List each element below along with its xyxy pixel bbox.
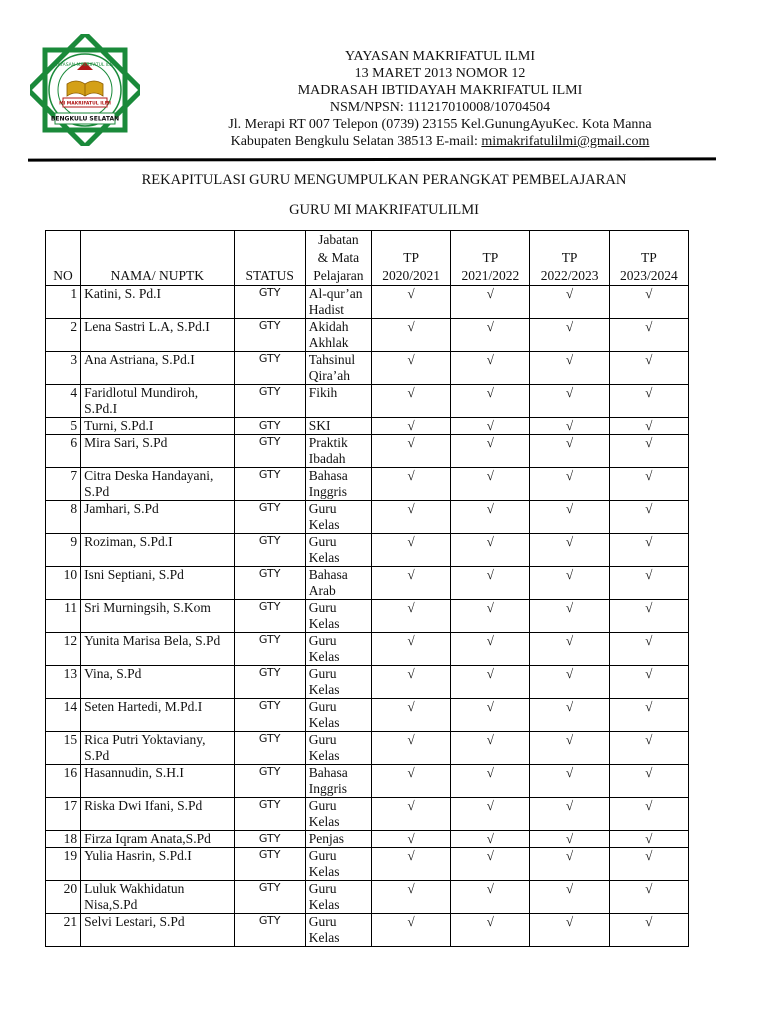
checkmark-icon: √ [609,831,688,848]
checkmark-icon: √ [609,567,688,600]
checkmark-icon: √ [530,732,609,765]
header-tp-2020: TP 2020/2021 [371,231,450,286]
row-number: 14 [46,699,81,732]
subject-cell: Bahasa Inggris [305,765,371,798]
table-row [46,666,689,699]
subject-cell: Guru Kelas [305,699,371,732]
teacher-status: GTY [234,418,305,435]
checkmark-icon: √ [371,567,450,600]
checkmark-icon: √ [530,798,609,831]
table-row [46,501,689,534]
table-row [46,418,689,435]
subject-cell: Guru Kelas [305,501,371,534]
checkmark-icon: √ [530,765,609,798]
checkmark-icon: √ [371,914,450,947]
teacher-name: Yulia Hasrin, S.Pd.I [81,848,234,881]
teacher-status: GTY [234,501,305,534]
checkmark-icon: √ [371,319,450,352]
checkmark-icon: √ [451,848,530,881]
subject-cell: Akidah Akhlak [305,319,371,352]
checkmark-icon: √ [609,418,688,435]
checkmark-icon: √ [530,435,609,468]
checkmark-icon: √ [371,418,450,435]
checkmark-icon: √ [609,666,688,699]
teacher-name: Mira Sari, S.Pd [81,435,234,468]
subject-cell: Guru Kelas [305,534,371,567]
row-number: 11 [46,600,81,633]
checkmark-icon: √ [371,881,450,914]
header-divider [28,157,716,161]
checkmark-icon: √ [371,501,450,534]
checkmark-icon: √ [609,385,688,418]
checkmark-icon: √ [451,633,530,666]
teacher-status: GTY [234,765,305,798]
logo-bottom-text: BENGKULU SELATAN [50,115,120,123]
teacher-status: GTY [234,352,305,385]
checkmark-icon: √ [530,468,609,501]
teacher-name: Katini, S. Pd.I [81,286,234,319]
checkmark-icon: √ [371,352,450,385]
checkmark-icon: √ [609,848,688,881]
checkmark-icon: √ [530,881,609,914]
checkmark-icon: √ [371,765,450,798]
teacher-name: Sri Murningsih, S.Kom [81,600,234,633]
header-tp-2023: TP 2023/2024 [609,231,688,286]
checkmark-icon: √ [451,666,530,699]
table-row [46,831,689,848]
subject-cell: Fikih [305,385,371,418]
school-name: MADRASAH IBTIDAYAH MAKRIFATUL ILMI [297,83,583,98]
checkmark-icon: √ [609,352,688,385]
checkmark-icon: √ [609,286,688,319]
checkmark-icon: √ [609,319,688,352]
school-logo-icon [30,34,140,146]
subject-cell: Bahasa Inggris [305,468,371,501]
row-number: 20 [46,881,81,914]
row-number: 18 [46,831,81,848]
subject-cell: Guru Kelas [305,633,371,666]
teacher-name: Rica Putri Yoktaviany, S.Pd [81,732,234,765]
checkmark-icon: √ [609,881,688,914]
subject-cell: SKI [305,418,371,435]
teacher-status: GTY [234,798,305,831]
checkmark-icon: √ [451,600,530,633]
row-number: 16 [46,765,81,798]
teacher-status: GTY [234,831,305,848]
letterhead [170,48,710,150]
subject-cell: Praktik Ibadah [305,435,371,468]
teacher-name: Riska Dwi Ifani, S.Pd [81,798,234,831]
decree-line: 13 MARET 2013 NOMOR 12 [354,66,526,81]
logo-arc-text: YAYASAN MAKRIFATUL ILMI [55,63,115,68]
checkmark-icon: √ [451,501,530,534]
header-status: STATUS [234,231,305,286]
subject-cell: Bahasa Arab [305,567,371,600]
checkmark-icon: √ [371,699,450,732]
checkmark-icon: √ [451,286,530,319]
checkmark-icon: √ [530,848,609,881]
teacher-name: Hasannudin, S.H.I [81,765,234,798]
checkmark-icon: √ [451,534,530,567]
table-row [46,286,689,319]
teacher-name: Roziman, S.Pd.I [81,534,234,567]
checkmark-icon: √ [451,765,530,798]
subject-cell: Guru Kelas [305,732,371,765]
row-number: 15 [46,732,81,765]
teacher-status: GTY [234,534,305,567]
checkmark-icon: √ [371,848,450,881]
checkmark-icon: √ [609,732,688,765]
row-number: 8 [46,501,81,534]
checkmark-icon: √ [451,798,530,831]
row-number: 2 [46,319,81,352]
checkmark-icon: √ [530,418,609,435]
checkmark-icon: √ [451,435,530,468]
checkmark-icon: √ [530,831,609,848]
row-number: 9 [46,534,81,567]
teacher-status: GTY [234,848,305,881]
row-number: 1 [46,286,81,319]
checkmark-icon: √ [451,567,530,600]
table-row [46,468,689,501]
teacher-status: GTY [234,699,305,732]
checkmark-icon: √ [530,534,609,567]
subject-cell: Guru Kelas [305,848,371,881]
table-row [46,435,689,468]
table-row [46,567,689,600]
checkmark-icon: √ [451,468,530,501]
checkmark-icon: √ [530,666,609,699]
checkmark-icon: √ [530,319,609,352]
email-link[interactable]: mimakrifatulilmi@gmail.com [481,134,650,149]
header-no: NO [46,231,81,286]
table-row [46,534,689,567]
checkmark-icon: √ [609,699,688,732]
checkmark-icon: √ [609,914,688,947]
row-number: 13 [46,666,81,699]
checkmark-icon: √ [609,765,688,798]
table-row [46,699,689,732]
checkmark-icon: √ [530,914,609,947]
checkmark-icon: √ [451,352,530,385]
checkmark-icon: √ [609,600,688,633]
table-body [46,286,689,947]
recap-table [45,230,689,947]
checkmark-icon: √ [371,600,450,633]
checkmark-icon: √ [371,732,450,765]
document-title: REKAPITULASI GURU MENGUMPULKAN PERANGKAT PEMBELAJARAN [141,172,627,188]
checkmark-icon: √ [530,352,609,385]
checkmark-icon: √ [451,699,530,732]
teacher-status: GTY [234,881,305,914]
teacher-status: GTY [234,633,305,666]
teacher-name: Ana Astriana, S.Pd.I [81,352,234,385]
row-number: 10 [46,567,81,600]
nsm-npsn: NSM/NPSN: 111217010008/10704504 [329,100,551,115]
table-row [46,600,689,633]
row-number: 12 [46,633,81,666]
row-number: 5 [46,418,81,435]
subject-cell: Guru Kelas [305,881,371,914]
subject-cell: Al-qur’an Hadist [305,286,371,319]
subject-cell: Guru Kelas [305,914,371,947]
checkmark-icon: √ [451,732,530,765]
checkmark-icon: √ [530,286,609,319]
row-number: 19 [46,848,81,881]
teacher-name: Turni, S.Pd.I [81,418,234,435]
row-number: 4 [46,385,81,418]
table-row [46,848,689,881]
table-row [46,732,689,765]
header-nama: NAMA/ NUPTK [81,231,234,286]
checkmark-icon: √ [371,798,450,831]
checkmark-icon: √ [371,666,450,699]
table-row [46,914,689,947]
teacher-name: Vina, S.Pd [81,666,234,699]
teacher-name: Seten Hartedi, M.Pd.I [81,699,234,732]
checkmark-icon: √ [451,319,530,352]
subject-cell: Guru Kelas [305,666,371,699]
table-row [46,385,689,418]
checkmark-icon: √ [609,468,688,501]
checkmark-icon: √ [371,286,450,319]
checkmark-icon: √ [609,501,688,534]
teacher-name: Isni Septiani, S.Pd [81,567,234,600]
teacher-status: GTY [234,600,305,633]
teacher-status: GTY [234,666,305,699]
table-row [46,765,689,798]
checkmark-icon: √ [530,633,609,666]
checkmark-icon: √ [451,914,530,947]
subject-cell: Tahsinul Qira’ah [305,352,371,385]
checkmark-icon: √ [609,534,688,567]
teacher-name: Citra Deska Handayani, S.Pd [81,468,234,501]
table-row [46,881,689,914]
teacher-name: Faridlotul Mundiroh, S.Pd.I [81,385,234,418]
teacher-name: Firza Iqram Anata,S.Pd [81,831,234,848]
teacher-name: Selvi Lestari, S.Pd [81,914,234,947]
header-jabatan: Jabatan & Mata Pelajaran [305,231,371,286]
checkmark-icon: √ [609,633,688,666]
checkmark-icon: √ [371,633,450,666]
checkmark-icon: √ [451,418,530,435]
table-row [46,319,689,352]
region-text: Kabupaten Bengkulu Selatan 38513 E-mail: [230,134,482,149]
header-tp-2021: TP 2021/2022 [451,231,530,286]
checkmark-icon: √ [371,385,450,418]
table-row [46,633,689,666]
teacher-status: GTY [234,732,305,765]
checkmark-icon: √ [371,435,450,468]
teacher-status: GTY [234,385,305,418]
teacher-name: Luluk Wakhidatun Nisa,S.Pd [81,881,234,914]
checkmark-icon: √ [451,831,530,848]
table-row [46,798,689,831]
teacher-name: Jamhari, S.Pd [81,501,234,534]
teacher-status: GTY [234,914,305,947]
row-number: 21 [46,914,81,947]
header-tp-2022: TP 2022/2023 [530,231,609,286]
checkmark-icon: √ [530,567,609,600]
table-header-row [46,231,689,286]
checkmark-icon: √ [371,831,450,848]
logo-banner-text: MI MAKRIFATUL ILMI [59,101,111,107]
teacher-status: GTY [234,435,305,468]
checkmark-icon: √ [371,534,450,567]
checkmark-icon: √ [451,881,530,914]
row-number: 17 [46,798,81,831]
checkmark-icon: √ [371,468,450,501]
row-number: 3 [46,352,81,385]
checkmark-icon: √ [451,385,530,418]
teacher-status: GTY [234,567,305,600]
checkmark-icon: √ [530,600,609,633]
subject-cell: Guru Kelas [305,600,371,633]
teacher-status: GTY [234,286,305,319]
checkmark-icon: √ [530,385,609,418]
checkmark-icon: √ [609,435,688,468]
document-subtitle: GURU MI MAKRIFATULILMI [289,202,479,218]
teacher-name: Lena Sastri L.A, S.Pd.I [81,319,234,352]
subject-cell: Penjas [305,831,371,848]
table-row [46,352,689,385]
row-number: 7 [46,468,81,501]
foundation-name: YAYASAN MAKRIFATUL ILMI [344,49,536,64]
contact-line [170,133,710,150]
teacher-name: Yunita Marisa Bela, S.Pd [81,633,234,666]
address-line: Jl. Merapi RT 007 Telepon (0739) 23155 Kel.GunungAyuKec. Kota Manna [228,117,652,132]
teacher-status: GTY [234,468,305,501]
checkmark-icon: √ [530,699,609,732]
checkmark-icon: √ [609,798,688,831]
teacher-status: GTY [234,319,305,352]
checkmark-icon: √ [530,501,609,534]
row-number: 6 [46,435,81,468]
subject-cell: Guru Kelas [305,798,371,831]
